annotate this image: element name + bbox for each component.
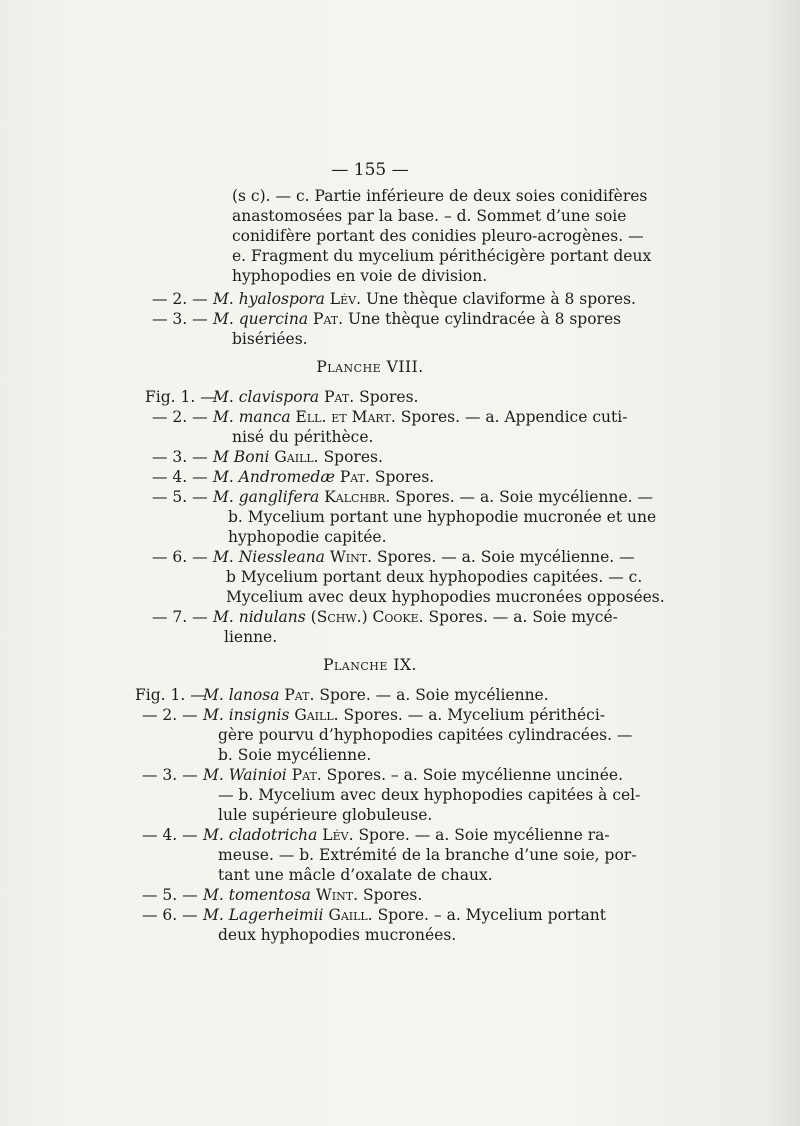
author-name: Wint.: [315, 886, 359, 904]
intro-line: e. Fragment du mycelium périthécigère portant deux: [232, 247, 652, 265]
entry-text: Spores.: [359, 388, 419, 406]
figure-number: — 3. —: [142, 766, 198, 784]
author-name: Kalchbr.: [324, 488, 391, 506]
figure-number: — 5. —: [142, 886, 198, 904]
entry-text: Spores. — a. Appendice cuti-: [400, 408, 628, 426]
author-name: Gaill.: [328, 906, 373, 924]
entry-text: Une thèque claviforme à 8 spores.: [365, 290, 636, 308]
entry-continuation: nisé du périthèce.: [232, 428, 374, 446]
figure-entry: [203, 906, 606, 926]
author-name: Lév.: [329, 290, 361, 308]
entry-continuation: tant une mâcle d’oxalate de chaux.: [218, 866, 493, 884]
author-name: Gaill.: [274, 448, 319, 466]
figure-entry: [213, 388, 418, 408]
figure-entry: [213, 548, 635, 568]
species-name: M. Lagerheimii: [203, 906, 324, 924]
figure-number: — 3. —: [152, 310, 208, 328]
intro-line: conidifère portant des conidies pleuro-acrogènes. —: [232, 227, 644, 245]
entry-text: Une thèque cylindracée à 8 spores: [348, 310, 622, 328]
species-name: M. insignis: [203, 706, 290, 724]
entry-continuation: b. Mycelium portant une hyphopodie mucronée et une: [228, 508, 657, 526]
page-number: — 155 —: [331, 160, 409, 180]
author-name: Wint.: [329, 548, 373, 566]
figure-number: Fig. 1. —: [135, 686, 206, 704]
entry-text: Spores. — a. Soie mycélienne. —: [395, 488, 653, 506]
figure-entry: [203, 766, 623, 786]
figure-entry: [213, 310, 621, 330]
entry-text: Spores. – a. Soie mycélienne uncinée.: [326, 766, 624, 784]
figure-entry: [203, 886, 422, 906]
figure-number: — 5. —: [152, 488, 208, 506]
author-name: Pat.: [324, 388, 355, 406]
intro-line: anastomosées par la base. – d. Sommet d’une soie: [232, 207, 627, 225]
author-name: Pat.: [291, 766, 322, 784]
entry-continuation: Mycelium avec deux hyphopodies mucronées opposées.: [226, 588, 665, 606]
author-name: Gaill.: [294, 706, 339, 724]
species-name: M. clavispora: [213, 388, 320, 406]
species-name: M. Niessleana: [213, 548, 325, 566]
figure-entry: [213, 468, 434, 488]
author-name: Pat.: [339, 468, 370, 486]
species-name: M. quercina: [213, 310, 309, 328]
figure-entry: [213, 408, 627, 428]
species-name: M. Wainioi: [203, 766, 287, 784]
species-name: M. tomentosa: [203, 886, 311, 904]
intro-line: (s c). — c. Partie inférieure de deux soies conidifères: [232, 187, 648, 205]
entry-continuation: lule supérieure globuleuse.: [218, 806, 433, 824]
figure-number: — 3. —: [152, 448, 208, 466]
entry-continuation: hyphopodie capitée.: [228, 528, 387, 546]
entry-text: Spores.: [323, 448, 383, 466]
species-name: M. nidulans: [213, 608, 306, 626]
author-name: (Schw.) Cooke.: [310, 608, 424, 626]
species-name: M Boni: [213, 448, 270, 466]
figure-number: — 7. —: [152, 608, 208, 626]
entry-text: Spores. — a. Soie mycé-: [428, 608, 618, 626]
author-name: Pat.: [313, 310, 344, 328]
figure-number: — 2. —: [152, 408, 208, 426]
figure-entry: [213, 488, 653, 508]
figure-number: — 6. —: [152, 548, 208, 566]
figure-entry: [203, 706, 605, 726]
page-edge-shadow: [764, 0, 800, 1126]
entry-text: Spore. — a. Soie mycélienne.: [319, 686, 549, 704]
figure-number: — 2. —: [152, 290, 208, 308]
figure-entry: [203, 826, 610, 846]
entry-continuation: — b. Mycelium avec deux hyphopodies capitées à cel-: [218, 786, 641, 804]
plate-heading: Planche VIII.: [316, 358, 424, 376]
species-name: M. lanosa: [203, 686, 280, 704]
figure-number: — 4. —: [152, 468, 208, 486]
species-name: M. ganglifera: [213, 488, 320, 506]
entry-continuation: bisériées.: [232, 330, 308, 348]
entry-text: Spores.: [362, 886, 423, 904]
species-name: M. manca: [213, 408, 291, 426]
entry-text: Spores. — a. Soie mycélienne. —: [376, 548, 635, 566]
entry-continuation: meuse. — b. Extrémité de la branche d’une soie, por-: [218, 846, 637, 864]
entry-text: Spores. — a. Mycelium périthéci-: [343, 706, 606, 724]
figure-number: Fig. 1. —: [145, 388, 216, 406]
entry-text: Spore. – a. Mycelium portant: [377, 906, 607, 924]
figure-number: — 2. —: [142, 706, 198, 724]
entry-continuation: deux hyphopodies mucronées.: [218, 926, 457, 944]
entry-text: Spores.: [374, 468, 435, 486]
intro-line: hyphopodies en voie de division.: [232, 267, 488, 285]
entry-continuation: lienne.: [224, 628, 278, 646]
figure-entry: [203, 686, 549, 706]
entry-text: Spore. — a. Soie mycélienne ra-: [358, 826, 610, 844]
entry-continuation: b Mycelium portant deux hyphopodies capitées. — c.: [226, 568, 643, 586]
species-name: M. hyalospora: [213, 290, 325, 308]
figure-number: — 6. —: [142, 906, 198, 924]
species-name: M. cladotricha: [203, 826, 318, 844]
author-name: Lév.: [322, 826, 354, 844]
species-name: M. Andromedæ: [213, 468, 335, 486]
author-name: Ell. et Mart.: [295, 408, 396, 426]
author-name: Pat.: [284, 686, 315, 704]
plate-heading: Planche IX.: [323, 656, 417, 674]
figure-entry: [213, 290, 636, 310]
figure-entry: [213, 608, 618, 628]
figure-entry: [213, 448, 383, 468]
figure-number: — 4. —: [142, 826, 198, 844]
entry-continuation: b. Soie mycélienne.: [218, 746, 372, 764]
entry-continuation: gère pourvu d’hyphopodies capitées cylindracées. —: [218, 726, 633, 744]
